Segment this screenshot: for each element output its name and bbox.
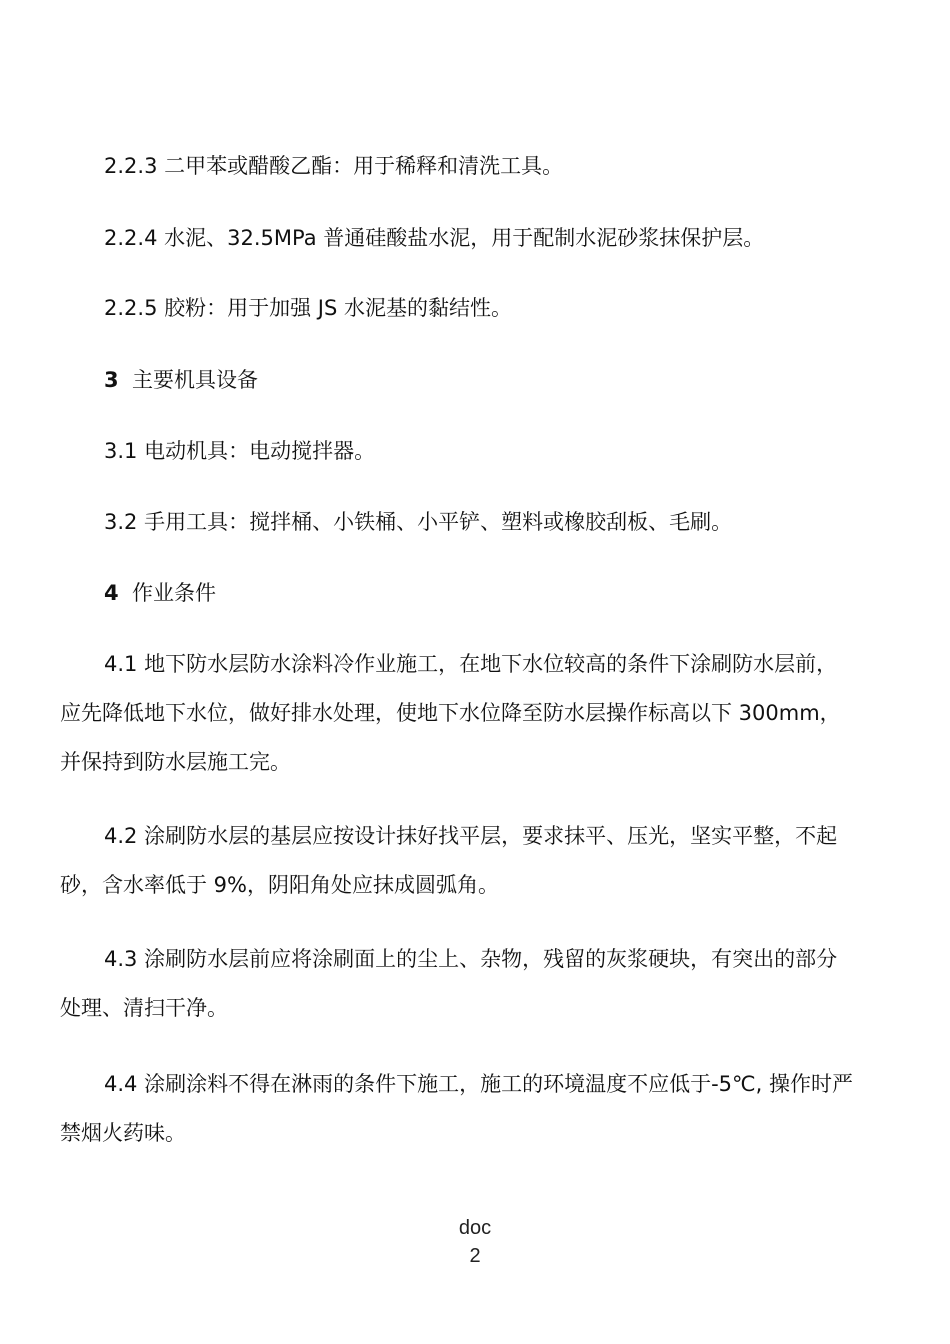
paragraph-4-2-line-2: 砂，含水率低于 9%，阴阳角处应抹成圆弧角。 (60, 873, 499, 897)
paragraph-4-4-line-1: 4.4 涂刷涂料不得在淋雨的条件下施工，施工的环境温度不应低于-5℃, 操作时严 (104, 1072, 853, 1096)
paragraph-2-2-5: 2.2.5 胶粉：用于加强 JS 水泥基的黏结性。 (104, 296, 512, 320)
heading-section-3-text: 主要机具设备 (131, 368, 258, 392)
paragraph-4-3-line-2: 处理、清扫干净。 (60, 996, 228, 1020)
paragraph-4-4-line-2: 禁烟火药味。 (60, 1121, 186, 1145)
heading-section-4 (60, 577, 890, 607)
heading-section-4-text: 作业条件 (131, 581, 216, 605)
heading-section-4-number: 4 (104, 581, 119, 605)
paragraph-4-2-line-1: 4.2 涂刷防水层的基层应按设计抹好找平层，要求抹平、压光，坚实平整，不起 (104, 824, 838, 848)
paragraph-2-2-3: 2.2.3 二甲苯或醋酸乙酯：用于稀释和清洗工具。 (104, 154, 564, 178)
paragraph-4-1-line-2: 应先降低地下水位，做好排水处理，使地下水位降至防水层操作标高以下 300mm， (60, 701, 841, 725)
paragraph-3-2: 3.2 手用工具：搅拌桶、小铁桶、小平铲、塑料或橡胶刮板、毛刷。 (104, 510, 733, 534)
footer-doc-label: doc (458, 1217, 492, 1239)
footer-page-number: 2 (469, 1245, 481, 1267)
heading-section-3 (60, 364, 890, 394)
paragraph-3-1: 3.1 电动机具：电动搅拌器。 (104, 439, 376, 463)
paragraph-4-1-line-3: 并保持到防水层施工完。 (60, 750, 291, 774)
paragraph-4-3-line-1: 4.3 涂刷防水层前应将涂刷面上的尘上、杂物，残留的灰浆硬块，有突出的部分 (104, 947, 838, 971)
paragraph-2-2-4: 2.2.4 水泥、32.5MPa 普通硅酸盐水泥，用于配制水泥砂浆抹保护层。 (104, 226, 765, 250)
heading-section-3-number: 3 (104, 368, 119, 392)
paragraph-4-1-line-1: 4.1 地下防水层防水涂料冷作业施工，在地下水位较高的条件下涂刷防水层前， (104, 652, 838, 676)
